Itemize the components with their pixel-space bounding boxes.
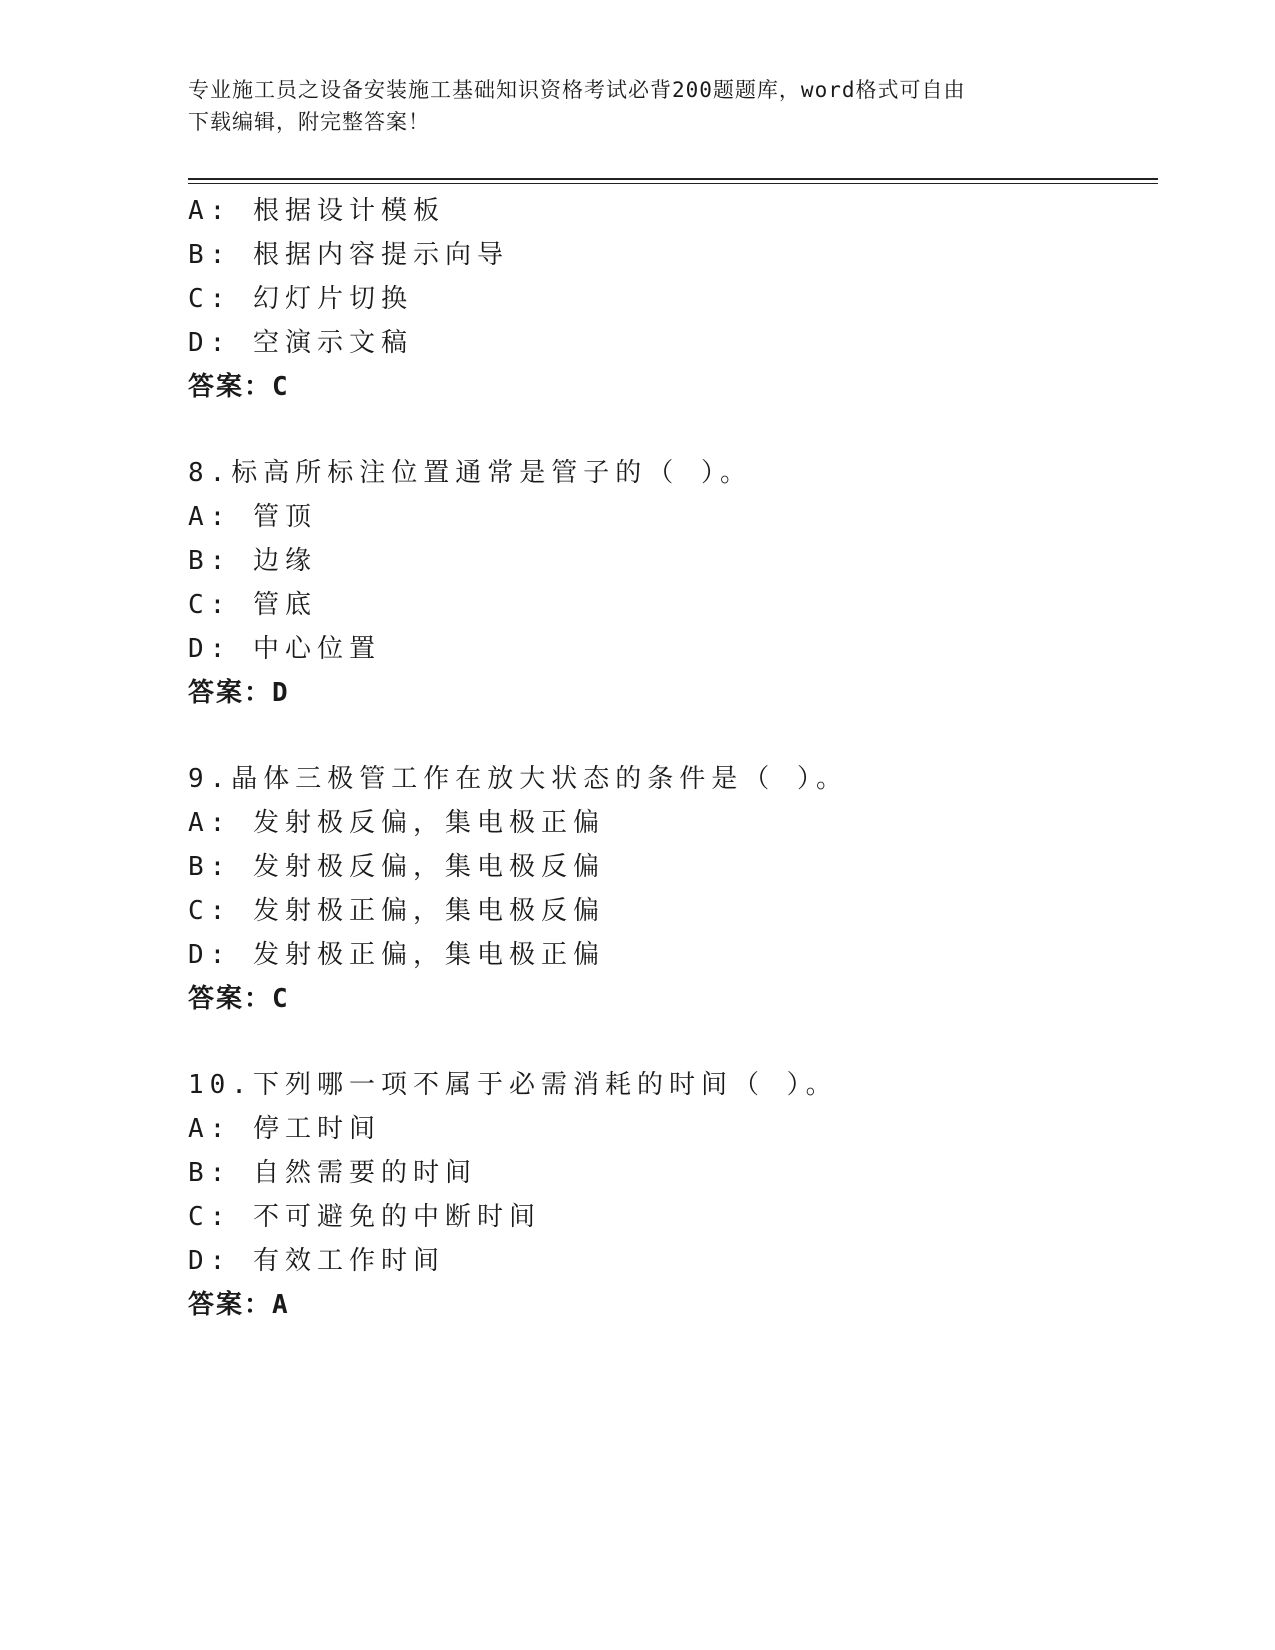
q9-option-d: D: 发射极正偏，集电极正偏 <box>188 940 605 970</box>
q10-option-b: B: 自然需要的时间 <box>188 1158 477 1188</box>
q7-option-a: A: 根据设计模板 <box>188 196 445 226</box>
q10-option-d: D: 有效工作时间 <box>188 1246 445 1276</box>
q10-question: 10.下列哪一项不属于必需消耗的时间（ ）。 <box>188 1070 838 1100</box>
q8-option-d: D: 中心位置 <box>188 634 381 664</box>
q10-option-c: C: 不可避免的中断时间 <box>188 1202 541 1232</box>
q7-option-b: B: 根据内容提示向导 <box>188 240 509 270</box>
q10-answer: 答案：A <box>188 1290 290 1320</box>
q7-answer: 答案：C <box>188 372 290 402</box>
q9-option-b: B: 发射极反偏，集电极反偏 <box>188 852 605 882</box>
q8-option-b: B: 边缘 <box>188 546 317 576</box>
q9-option-c: C: 发射极正偏，集电极反偏 <box>188 896 605 926</box>
header-line-2: 下载编辑，附完整答案！ <box>188 110 430 134</box>
q9-option-a: A: 发射极反偏，集电极正偏 <box>188 808 605 838</box>
q10-option-a: A: 停工时间 <box>188 1114 381 1144</box>
q8-question: 8.标高所标注位置通常是管子的（ ）。 <box>188 458 752 488</box>
q9-answer: 答案：C <box>188 984 290 1014</box>
q7-option-c: C: 幻灯片切换 <box>188 284 413 314</box>
q8-answer: 答案：D <box>188 678 290 708</box>
header-divider-thin <box>188 183 1158 184</box>
q8-option-a: A: 管顶 <box>188 502 317 532</box>
header-divider-thick <box>188 178 1158 180</box>
q8-option-c: C: 管底 <box>188 590 317 620</box>
q9-question: 9.晶体三极管工作在放大状态的条件是（ ）。 <box>188 764 848 794</box>
header-line-1: 专业施工员之设备安装施工基础知识资格考试必背200题题库，word格式可自由 <box>188 78 966 102</box>
q7-option-d: D: 空演示文稿 <box>188 328 413 358</box>
document-header <box>188 74 1088 138</box>
